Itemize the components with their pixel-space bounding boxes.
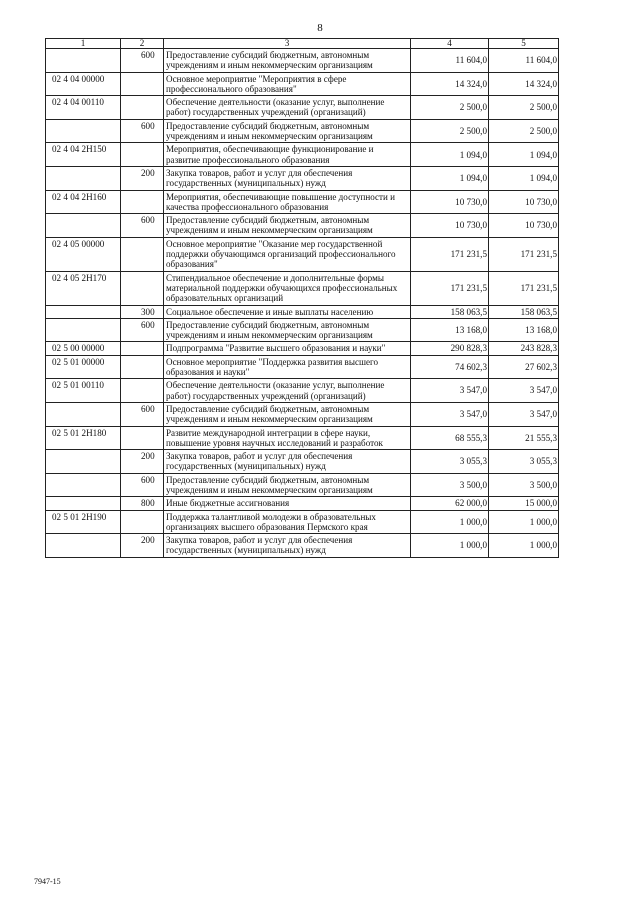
expense-type-cell bbox=[121, 271, 164, 305]
table-row bbox=[46, 473, 559, 497]
value-col5-cell: 11 604,0 bbox=[489, 49, 559, 73]
expense-type-cell: 600 bbox=[121, 473, 164, 497]
table-row bbox=[46, 96, 559, 120]
value-col4-cell: 171 231,5 bbox=[411, 237, 489, 271]
value-col5-cell: 10 730,0 bbox=[489, 190, 559, 214]
value-col4-cell: 68 555,3 bbox=[411, 426, 489, 450]
code-cell: 02 5 00 00000 bbox=[46, 342, 121, 355]
code-cell bbox=[46, 119, 121, 143]
name-cell: Поддержка талантливой молодежи в образовательных организациях высшего образования Пермского края bbox=[164, 510, 411, 534]
value-col4-cell: 10 730,0 bbox=[411, 214, 489, 238]
col-header-2: 2 bbox=[121, 39, 164, 49]
value-col4-cell: 2 500,0 bbox=[411, 119, 489, 143]
value-col4-cell: 13 168,0 bbox=[411, 318, 489, 342]
code-cell: 02 4 04 2Н150 bbox=[46, 143, 121, 167]
header-row bbox=[46, 39, 559, 49]
value-col5-cell: 15 000,0 bbox=[489, 497, 559, 510]
expense-type-cell: 600 bbox=[121, 402, 164, 426]
value-col4-cell: 1 000,0 bbox=[411, 510, 489, 534]
code-cell bbox=[46, 214, 121, 238]
code-cell: 02 4 04 00110 bbox=[46, 96, 121, 120]
table-row bbox=[46, 402, 559, 426]
code-cell: 02 5 01 2Н190 bbox=[46, 510, 121, 534]
name-cell: Предоставление субсидий бюджетным, автономным учреждениям и иным некоммерческим организациям bbox=[164, 119, 411, 143]
page-number: 8 bbox=[317, 22, 323, 34]
table-row bbox=[46, 534, 559, 558]
value-col5-cell: 21 555,3 bbox=[489, 426, 559, 450]
col-header-5: 5 bbox=[489, 39, 559, 49]
table-row bbox=[46, 237, 559, 271]
expense-type-cell: 600 bbox=[121, 214, 164, 238]
value-col5-cell: 3 547,0 bbox=[489, 402, 559, 426]
table-row bbox=[46, 342, 559, 355]
col-header-1: 1 bbox=[46, 39, 121, 49]
name-cell: Стипендиальное обеспечение и дополнительные формы материальной поддержки обучающихся профессиональных образовательных организаций bbox=[164, 271, 411, 305]
value-col5-cell: 1 094,0 bbox=[489, 143, 559, 167]
code-cell: 02 4 05 00000 bbox=[46, 237, 121, 271]
table-row bbox=[46, 450, 559, 474]
code-cell: 02 4 05 2Н170 bbox=[46, 271, 121, 305]
expense-type-cell: 200 bbox=[121, 534, 164, 558]
code-cell bbox=[46, 318, 121, 342]
name-cell: Иные бюджетные ассигнования bbox=[164, 497, 411, 510]
value-col4-cell: 11 604,0 bbox=[411, 49, 489, 73]
expense-type-cell: 200 bbox=[121, 450, 164, 474]
code-cell bbox=[46, 497, 121, 510]
name-cell: Обеспечение деятельности (оказание услуг, выполнение работ) государственных учреждений (организаций) bbox=[164, 96, 411, 120]
expense-type-cell bbox=[121, 342, 164, 355]
expense-type-cell: 200 bbox=[121, 166, 164, 190]
expense-type-cell bbox=[121, 237, 164, 271]
name-cell: Мероприятия, обеспечивающие функционирование и развитие профессионального образования bbox=[164, 143, 411, 167]
document-code: 7947-15 bbox=[34, 877, 61, 886]
table-body bbox=[46, 49, 559, 558]
table-row bbox=[46, 379, 559, 403]
table-row bbox=[46, 72, 559, 96]
table-row bbox=[46, 49, 559, 73]
expense-type-cell: 600 bbox=[121, 318, 164, 342]
code-cell bbox=[46, 450, 121, 474]
table-row bbox=[46, 355, 559, 379]
name-cell: Предоставление субсидий бюджетным, автономным учреждениям и иным некоммерческим организациям bbox=[164, 473, 411, 497]
name-cell: Закупка товаров, работ и услуг для обеспечения государственных (муниципальных) нужд bbox=[164, 450, 411, 474]
value-col5-cell: 3 547,0 bbox=[489, 379, 559, 403]
col-header-4: 4 bbox=[411, 39, 489, 49]
value-col5-cell: 2 500,0 bbox=[489, 96, 559, 120]
code-cell: 02 4 04 00000 bbox=[46, 72, 121, 96]
value-col5-cell: 3 500,0 bbox=[489, 473, 559, 497]
table-row bbox=[46, 166, 559, 190]
value-col4-cell: 1 094,0 bbox=[411, 166, 489, 190]
value-col5-cell: 10 730,0 bbox=[489, 214, 559, 238]
code-cell: 02 5 01 00000 bbox=[46, 355, 121, 379]
value-col5-cell: 27 602,3 bbox=[489, 355, 559, 379]
name-cell: Социальное обеспечение и иные выплаты населению bbox=[164, 305, 411, 318]
table-row bbox=[46, 426, 559, 450]
value-col4-cell: 3 055,3 bbox=[411, 450, 489, 474]
table-row bbox=[46, 190, 559, 214]
code-cell: 02 5 01 2Н180 bbox=[46, 426, 121, 450]
name-cell: Предоставление субсидий бюджетным, автономным учреждениям и иным некоммерческим организациям bbox=[164, 49, 411, 73]
name-cell: Основное мероприятие "Оказание мер государственной поддержки обучающимся организаций профессионального образования" bbox=[164, 237, 411, 271]
table-row bbox=[46, 497, 559, 510]
value-col4-cell: 62 000,0 bbox=[411, 497, 489, 510]
value-col4-cell: 158 063,5 bbox=[411, 305, 489, 318]
table-row bbox=[46, 119, 559, 143]
expense-type-cell bbox=[121, 379, 164, 403]
expense-type-cell bbox=[121, 190, 164, 214]
expense-type-cell bbox=[121, 426, 164, 450]
value-col4-cell: 1 000,0 bbox=[411, 534, 489, 558]
code-cell bbox=[46, 402, 121, 426]
value-col4-cell: 14 324,0 bbox=[411, 72, 489, 96]
expense-type-cell bbox=[121, 143, 164, 167]
value-col4-cell: 3 547,0 bbox=[411, 402, 489, 426]
expense-type-cell: 600 bbox=[121, 49, 164, 73]
table-row bbox=[46, 318, 559, 342]
value-col5-cell: 1 000,0 bbox=[489, 510, 559, 534]
table-row bbox=[46, 271, 559, 305]
table-row bbox=[46, 143, 559, 167]
value-col5-cell: 1 094,0 bbox=[489, 166, 559, 190]
value-col4-cell: 290 828,3 bbox=[411, 342, 489, 355]
table-row bbox=[46, 305, 559, 318]
budget-table bbox=[45, 38, 559, 558]
name-cell: Основное мероприятие "Поддержка развития высшего образования и науки" bbox=[164, 355, 411, 379]
value-col5-cell: 13 168,0 bbox=[489, 318, 559, 342]
value-col4-cell: 2 500,0 bbox=[411, 96, 489, 120]
code-cell: 02 4 04 2Н160 bbox=[46, 190, 121, 214]
value-col5-cell: 14 324,0 bbox=[489, 72, 559, 96]
value-col5-cell: 1 000,0 bbox=[489, 534, 559, 558]
expense-type-cell bbox=[121, 510, 164, 534]
value-col4-cell: 171 231,5 bbox=[411, 271, 489, 305]
name-cell: Предоставление субсидий бюджетным, автономным учреждениям и иным некоммерческим организациям bbox=[164, 214, 411, 238]
name-cell: Основное мероприятие "Мероприятия в сфере профессионального образования" bbox=[164, 72, 411, 96]
name-cell: Обеспечение деятельности (оказание услуг, выполнение работ) государственных учреждений (организаций) bbox=[164, 379, 411, 403]
expense-type-cell bbox=[121, 355, 164, 379]
expense-type-cell: 600 bbox=[121, 119, 164, 143]
table-row bbox=[46, 510, 559, 534]
code-cell bbox=[46, 166, 121, 190]
col-header-3: 3 bbox=[164, 39, 411, 49]
value-col5-cell: 3 055,3 bbox=[489, 450, 559, 474]
code-cell bbox=[46, 49, 121, 73]
value-col5-cell: 171 231,5 bbox=[489, 237, 559, 271]
value-col5-cell: 171 231,5 bbox=[489, 271, 559, 305]
table-row bbox=[46, 214, 559, 238]
name-cell: Закупка товаров, работ и услуг для обеспечения государственных (муниципальных) нужд bbox=[164, 166, 411, 190]
expense-type-cell: 300 bbox=[121, 305, 164, 318]
name-cell: Развитие международной интеграции в сфере науки, повышение уровня научных исследований и разработок bbox=[164, 426, 411, 450]
value-col4-cell: 1 094,0 bbox=[411, 143, 489, 167]
value-col5-cell: 2 500,0 bbox=[489, 119, 559, 143]
name-cell: Мероприятия, обеспечивающие повышение доступности и качества профессионального образования bbox=[164, 190, 411, 214]
expense-type-cell bbox=[121, 72, 164, 96]
value-col4-cell: 10 730,0 bbox=[411, 190, 489, 214]
value-col5-cell: 243 828,3 bbox=[489, 342, 559, 355]
name-cell: Предоставление субсидий бюджетным, автономным учреждениям и иным некоммерческим организациям bbox=[164, 318, 411, 342]
value-col4-cell: 3 547,0 bbox=[411, 379, 489, 403]
code-cell bbox=[46, 534, 121, 558]
expense-type-cell: 800 bbox=[121, 497, 164, 510]
code-cell bbox=[46, 305, 121, 318]
name-cell: Закупка товаров, работ и услуг для обеспечения государственных (муниципальных) нужд bbox=[164, 534, 411, 558]
value-col4-cell: 74 602,3 bbox=[411, 355, 489, 379]
code-cell bbox=[46, 473, 121, 497]
value-col4-cell: 3 500,0 bbox=[411, 473, 489, 497]
name-cell: Предоставление субсидий бюджетным, автономным учреждениям и иным некоммерческим организациям bbox=[164, 402, 411, 426]
name-cell: Подпрограмма "Развитие высшего образования и науки" bbox=[164, 342, 411, 355]
value-col5-cell: 158 063,5 bbox=[489, 305, 559, 318]
code-cell: 02 5 01 00110 bbox=[46, 379, 121, 403]
expense-type-cell bbox=[121, 96, 164, 120]
